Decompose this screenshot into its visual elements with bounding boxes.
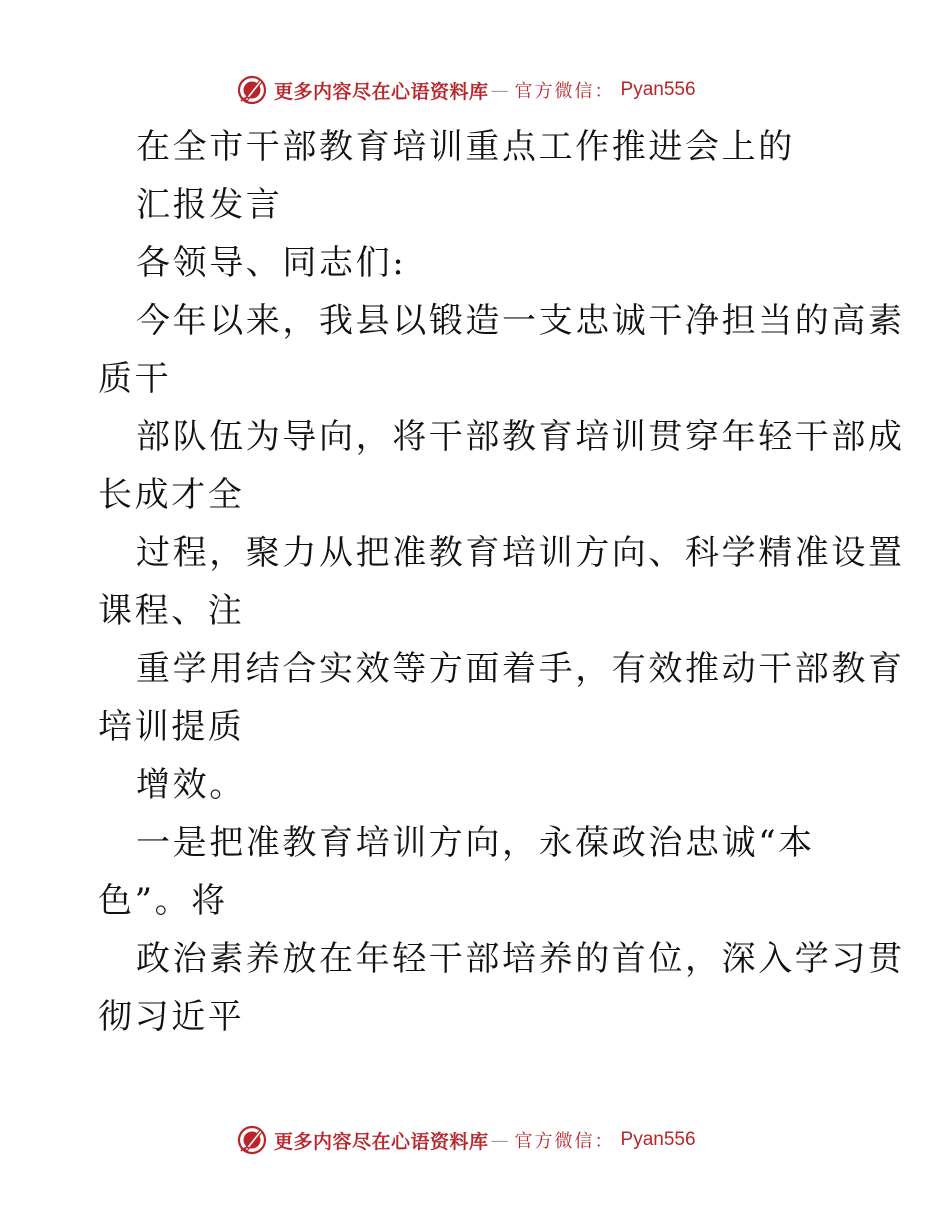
doc-line: 今年以来，我县以锻造一支忠诚干净担当的高素 (136, 301, 905, 341)
footer-banner (236, 1122, 696, 1158)
doc-line: 一是把准教育培训方向，永葆政治忠诚“本 (136, 823, 815, 863)
doc-line: 政治素养放在年轻干部培养的首位，深入学习贯 (136, 939, 905, 979)
doc-line: 各领导、同志们: (136, 243, 407, 283)
banner-brand-text: 更多内容尽在心语资料库 (274, 80, 489, 103)
doc-line: 过程，聚力从把准教育培训方向、科学精准设置 (136, 533, 905, 573)
banner-dash: — (490, 1129, 509, 1151)
banner-wechat-label: 官方微信： (514, 81, 615, 102)
doc-line: 色”。将 (98, 881, 228, 921)
banner-wechat-account: Pyan556 (620, 79, 696, 100)
banner-brand-text: 更多内容尽在心语资料库 (274, 1130, 489, 1153)
doc-line: 彻习近平 (98, 997, 245, 1037)
header-banner (236, 72, 696, 108)
doc-line: 质干 (98, 359, 172, 399)
banner-wechat-account: Pyan556 (620, 1129, 696, 1150)
doc-line: 汇报发言 (136, 185, 283, 225)
doc-line: 部队伍为导向，将干部教育培训贯穿年轻干部成 (136, 417, 905, 457)
doc-line: 长成才全 (98, 475, 245, 515)
doc-line: 增效。 (136, 765, 246, 805)
doc-line: 在全市干部教育培训重点工作推进会上的 (136, 127, 795, 167)
banner-wechat-label: 官方微信： (514, 1131, 615, 1152)
quill-logo-icon (236, 74, 268, 106)
banner-dash: — (490, 79, 509, 101)
doc-line: 课程、注 (98, 591, 245, 631)
doc-line: 重学用结合实效等方面着手，有效推动干部教育 (136, 649, 905, 689)
doc-line: 培训提质 (98, 707, 245, 747)
quill-logo-icon (236, 1124, 268, 1156)
